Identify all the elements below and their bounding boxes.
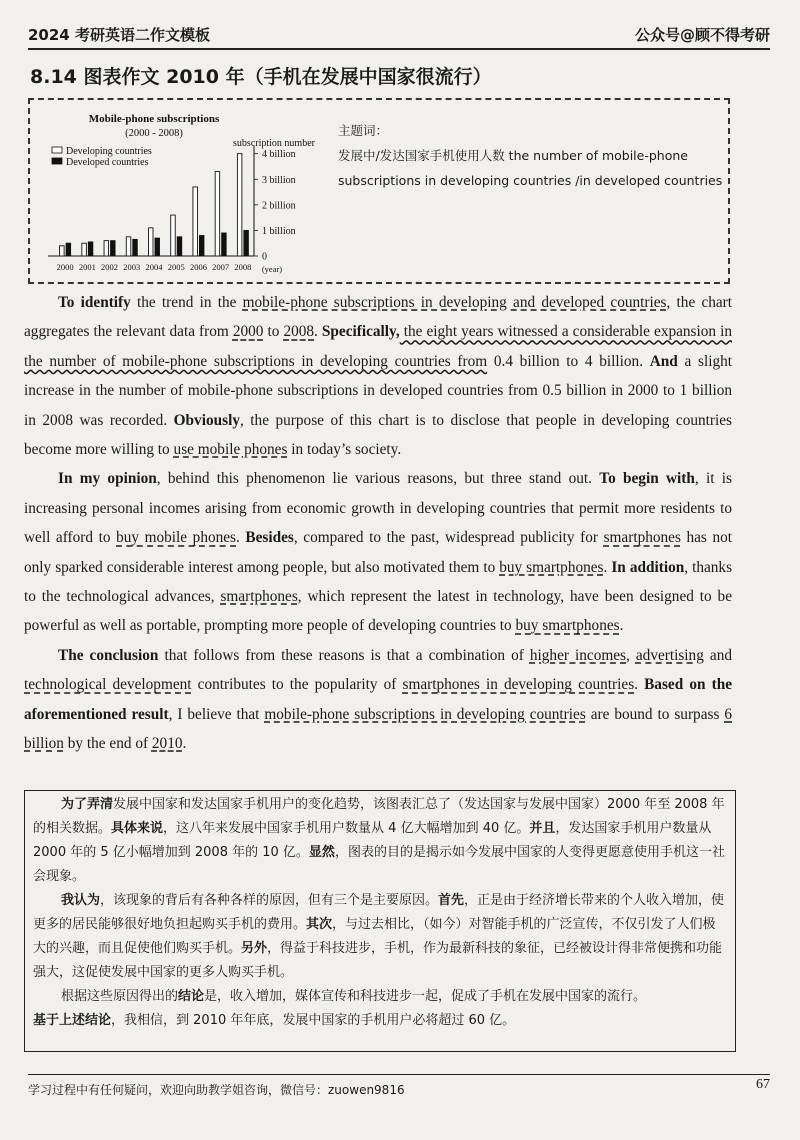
signal-phrase: 其次 [306,917,333,932]
keyword: smartphones [603,529,681,547]
keyword: mobile-phone subscriptions in developing and developed countries [242,294,667,311]
keyword: buy smartphones [515,617,620,635]
y-tick-label: 0 [262,251,267,263]
text: , [626,646,636,664]
text: that follows from these reasons is that a combination of [158,646,530,664]
topic-line-1: 发展中/发达国家手机使用人数 the number of mobile-phone [338,148,688,163]
text: , which represent the latest in technology, have been designed to be powerful as well as portable, prompting more people of developing countries to [24,588,732,635]
bar-developing [237,154,242,256]
text: ，发达国家手机用户数量从 2000 年的 5 亿小幅增加到 2008 年的 10 亿。 [33,821,712,860]
bar-developed [155,238,160,256]
bar-developed [66,243,71,256]
x-tick-label: 2008 [234,262,252,272]
legend-label-0: Developing countries [66,146,152,157]
text: are bound to surpass [585,705,725,723]
legend-swatch-0 [52,147,62,153]
text: and [703,646,732,664]
keyword: 6 billion [24,705,732,753]
bar-developing [104,241,109,256]
page-footer [28,1074,770,1115]
x-tick-label: 2006 [189,262,207,272]
translation-paragraph-3 [33,985,727,1009]
text: . [314,323,322,341]
signal-phrase: In my opinion [58,470,157,488]
keyword: 2008 [283,323,315,341]
text: ，与过去相比，（如今）对智能手机的广泛宣传，不仅引发了人们极大的兴趣，而且促使他们购买手机。 [33,917,716,956]
text: . [603,558,612,576]
x-tick-label: 2003 [123,262,141,272]
signal-phrase: And [649,352,678,370]
keyword: use mobile phones [173,441,288,459]
text: in today’s society. [287,441,402,459]
text: 发展中国家和发达国家手机用户的变化趋势，该图表汇总了（发达国家与发展中国家）2000 年至 2008 年的相关数据。 [33,797,725,836]
signal-phrase: 基于上述结论 [33,1013,112,1028]
bar-developed [133,239,138,256]
bar-chart [36,102,326,280]
signal-phrase: 具体来说 [111,821,164,836]
text: the trend in the [130,294,243,311]
bar-developing [193,187,198,256]
bar-developing [126,237,130,256]
text: 根据这些原因得出的 [61,989,179,1004]
keyword: technological development [24,676,192,694]
topic-words [338,118,723,193]
text: to [263,323,284,341]
bar-developing [171,215,176,256]
book-title: 2024 考研英语二作文模板 [28,26,210,44]
bar-developed [177,237,182,256]
bar-developing [60,246,65,256]
keyword: buy mobile phones [116,529,237,547]
x-tick-label: 2005 [167,262,185,272]
x-axis-unit: (year) [261,264,283,274]
bar-developed [199,236,204,256]
chinese-translation-box [24,790,736,1052]
signal-phrase: 我认为 [61,893,101,908]
bar-developed [222,233,227,256]
bar-developed [88,242,93,256]
translation-paragraph-2 [33,889,727,985]
signal-phrase: Obviously [173,411,240,429]
keyword: buy smartphones [499,558,604,576]
bar-developing [215,172,220,256]
signal-phrase: To begin with [599,470,695,488]
text: . [236,529,246,547]
signal-phrase: In addition [611,558,685,576]
essay-paragraph-2 [24,464,732,640]
text: ，我相信，到 2010 年年底，发展中国家的手机用户必将超过 60 亿。 [111,1013,516,1028]
text: contributes to the popularity of [191,676,403,694]
signal-phrase: Based on the aforementioned result [24,676,733,723]
topic-label: 主题词： [338,123,389,138]
essay-paragraph-3 [24,641,732,759]
keyword: 2000 [232,323,264,341]
account-name: 公众号@顾不得考研 [634,26,770,44]
signal-phrase: 并且 [529,821,556,836]
text: by the end of [63,735,152,753]
text: , behind this phenomenon lie various reasons, but three stand out. [156,470,600,488]
x-tick-label: 2001 [78,262,96,272]
signal-phrase: 显然 [308,845,335,860]
text: , compared to the past, widespread publicity for [293,529,604,547]
text: , thanks to the technological advances, [24,558,733,606]
text: . [634,676,645,694]
keyword: smartphones [220,588,298,606]
keyword: smartphones in developing countries [402,676,635,694]
text: . [619,617,624,635]
page-header [28,20,770,50]
section-title: 8.14 图表作文 2010 年（手机在发展中国家很流行） [30,66,492,88]
text: , the purpose of this chart is to disclose that people in developing countries become more willing to [24,411,733,459]
chart-title: Mobile-phone subscriptions [88,113,220,125]
signal-phrase: 首先 [438,893,465,908]
y-tick-label: 1 billion [262,225,296,237]
x-tick-label: 2007 [212,262,230,272]
x-tick-label: 2004 [145,262,163,272]
essay-paragraph-1 [24,288,732,464]
keyword: higher incomes [529,646,626,664]
keyword: 2010 [151,735,183,753]
text: , I believe that [168,705,265,723]
x-tick-label: 2002 [101,262,119,272]
keyword: advertising [635,646,704,664]
text: has not only sparked considerable interest among people, but also motivated them to [24,529,733,576]
text: a slight increase in the number of mobile-phone subscriptions in developed countries from 0.5 billion in 2000 to 1 billion in 2008 was recorded. [24,352,732,429]
text: ，这八年来发展中国家手机用户数量从 4 亿大幅增加到 40 亿。 [163,821,530,836]
bar-developed [111,241,116,256]
text: ，得益于科技进步，手机，作为最新科技的象征，已经被设计得非常便携和功能强大，这促使发展中国家的更多人购买手机。 [33,941,723,980]
figure-box [28,98,730,284]
signal-phrase: To identify [58,294,131,311]
text: , it is increasing personal incomes arising from economic growth in developing countries that permit more residents to well afford to [24,470,732,547]
text: ，该现象的背后有各种各样的原因，但有三个是主要原因。 [100,893,439,908]
y-tick-label: 4 billion [262,149,296,161]
keyword: the eight years witnessed a considerable expansion in the number of mobile-phone subscriptions in developing countries from [24,323,733,370]
translation-paragraph-4 [33,1009,727,1033]
footer-contact: 学习过程中有任何疑问，欢迎向助教学姐咨询，微信号：zuowen9816 [28,1083,405,1097]
bar-developing [82,243,87,256]
page-number: 67 [756,1077,770,1092]
y-tick-label: 3 billion [262,174,296,186]
text: . [182,735,187,753]
text: 0.4 billion to 4 billion. [487,352,650,370]
text: ，图表的目的是揭示如今发展中国家的人变得更愿意使用手机这一社会现象。 [33,845,725,884]
x-tick-label: 2000 [56,262,74,272]
english-essay [24,288,732,759]
signal-phrase: 为了弄清 [61,797,114,812]
bar-developed [244,230,249,256]
y-axis-label: subscription number [233,138,315,149]
signal-phrase: 结论 [178,989,205,1004]
legend-swatch-1 [52,158,62,164]
signal-phrase: 另外 [241,941,268,956]
legend-label-1: Developed countries [66,157,149,168]
chart-subtitle: (2000 - 2008) [125,128,183,139]
translation-paragraph-1 [33,793,727,889]
text: , the chart aggregates the relevant data from [24,294,733,341]
signal-phrase: Besides [245,529,294,547]
text: 是，收入增加，媒体宣传和科技进步一起，促成了手机在发展中国家的流行。 [204,989,647,1004]
signal-phrase: Specifically, [321,323,400,341]
topic-line-2: subscriptions in developing countries /in developed countries [338,173,723,188]
bar-developing [149,228,154,256]
y-tick-label: 2 billion [262,200,296,212]
keyword: mobile-phone subscriptions in developing countries [264,705,586,723]
text: ，正是由于经济增长带来的个人收入增加，使更多的居民能够很好地负担起购买手机的费用。 [33,893,725,932]
signal-phrase: The conclusion [58,646,159,664]
